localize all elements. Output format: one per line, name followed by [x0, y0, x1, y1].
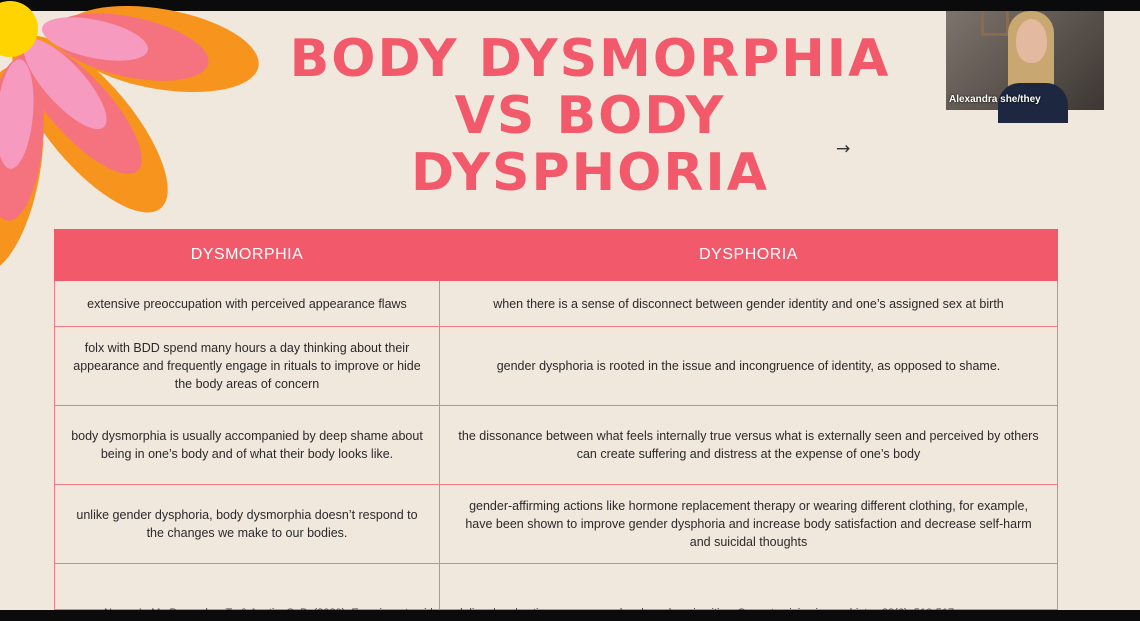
- table-cell: gender dysphoria is rooted in the issue and incongruence of identity, as opposed to shame.: [440, 327, 1058, 406]
- table-cell: gender-affirming actions like hormone replacement therapy or wearing different clothing, for example, have been shown to improve gender dysphoria and increase body satisfaction and decrease self-harm and suicidal thoughts: [440, 485, 1058, 564]
- table-cell: unlike gender dysphoria, body dysmorphia doesn’t respond to the changes we make to our bodies.: [55, 485, 440, 564]
- participant-face: [1016, 19, 1047, 63]
- table-row: [55, 485, 1058, 564]
- header-dysmorphia: DYSMORPHIA: [55, 230, 440, 281]
- table-cell: the dissonance between what feels internally true versus what is externally seen and perceived by others can create suffering and distress at the expense of one’s body: [440, 406, 1058, 485]
- slide-title: [240, 31, 940, 202]
- participant-video-tile[interactable]: [946, 11, 1104, 110]
- table-cell: [55, 564, 440, 610]
- header-dysphoria: DYSPHORIA: [440, 230, 1058, 281]
- table-row: [55, 564, 1058, 610]
- bottom-bar: [0, 610, 1140, 621]
- comparison-table: [54, 229, 1058, 610]
- table-header-row: [55, 230, 1058, 281]
- arrow-right-icon: →: [836, 139, 851, 159]
- presentation-slide: [0, 11, 1140, 610]
- table-row: [55, 406, 1058, 485]
- table-cell: folx with BDD spend many hours a day thinking about their appearance and frequently engage in rituals to improve or hide the body areas of concern: [55, 327, 440, 406]
- table-row: [55, 327, 1058, 406]
- title-line-2: VS BODY: [454, 86, 726, 146]
- table-cell: when there is a sense of disconnect between gender identity and one’s assigned sex at birth: [440, 281, 1058, 327]
- title-line-1: BODY DYSMORPHIA: [289, 29, 891, 89]
- table-cell: extensive preoccupation with perceived appearance flaws: [55, 281, 440, 327]
- participant-name-label: Alexandra she/they: [949, 94, 1041, 105]
- table-cell: body dysmorphia is usually accompanied by deep shame about being in one’s body and of what their body looks like.: [55, 406, 440, 485]
- title-line-3: DYSPHORIA: [411, 143, 769, 203]
- top-bar: [0, 0, 1140, 11]
- table-cell: [440, 564, 1058, 610]
- picture-frame-decoration: [981, 11, 1009, 36]
- table-row: [55, 281, 1058, 327]
